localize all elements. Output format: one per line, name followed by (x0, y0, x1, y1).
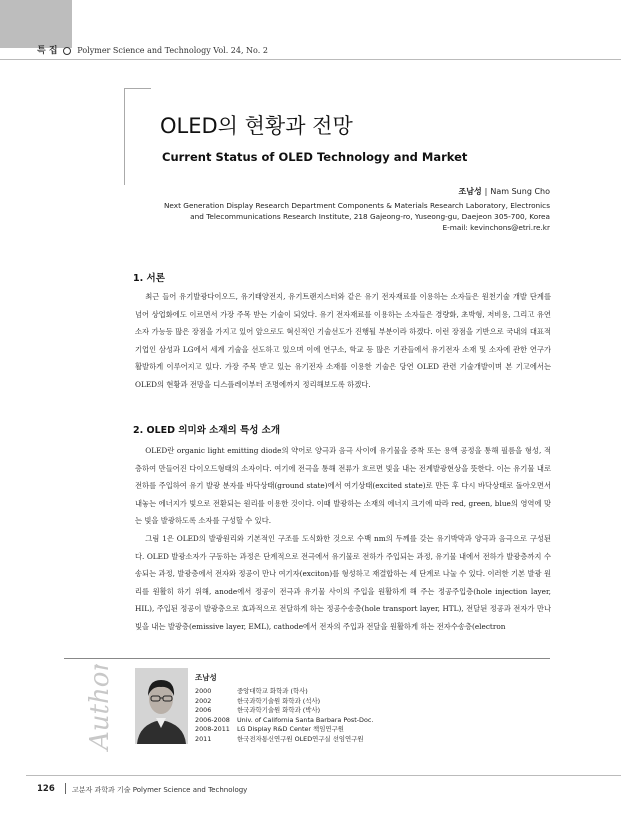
bio-row: 2006-2008 Univ. of California Santa Barbara Post-Doc. (195, 715, 374, 724)
footer-divider (26, 775, 621, 776)
author-email: E-mail: kevinchons@etri.re.kr (442, 223, 550, 232)
author-box-divider (64, 658, 550, 659)
bio-row: 2000 중앙대학교 화학과 (학사) (195, 687, 308, 695)
author-english-name: Nam Sung Cho (490, 187, 550, 196)
bio-row: 2011 한국전자통신연구원 OLED연구실 선임연구원 (195, 734, 364, 743)
paragraph: OLED란 organic light emitting diode의 약어로 양극과 음극 사이에 유기물을 증착 또는 용액 공정을 통해 필름을 형성, 적층하여 만들어진 다이오드형태의 소자이다. 여기에 전극을 통해 전류가 흐르면 빛을 내는 전계발광현상을 뜻한다. 이는 유기물 내로 전하를 주입하여 유기 발광 분자를 바닥상태(ground state)에서 여기상태(excited state)로 만든 후 다시 바닥상태로 돌아오면서 내놓는 에너지가 빛으로 전환되는 원리를 이용한 것이다. 이때 발광하는 소재의 에너지 크기에 따라 red, green, blue의 영역에 맞는 빛을 발광하도록 소자를 구성할 수 있다. (135, 446, 551, 526)
author-label (78, 664, 118, 752)
section-body-oled (135, 442, 551, 636)
bio-row: 2006 한국과학기술원 화학과 (박사) (195, 706, 321, 715)
author-byline (458, 186, 550, 197)
journal-name: Polymer Science and Technology Vol. 24, No. 2 (77, 46, 268, 55)
affiliation-line: Next Generation Display Research Department Components & Materials Research Laboratory, Electronics (163, 201, 550, 210)
footer-separator (65, 783, 66, 794)
corner-tab (0, 0, 72, 48)
author-label-text: Author (85, 664, 115, 750)
title-bracket (124, 88, 151, 185)
byline-separator: | (484, 187, 488, 196)
paragraph: 최근 들어 유기발광다이오드, 유기태양전지, 유기트랜지스터와 같은 유기 전자재료를 이용하는 소자들은 원천기술 개발 단계를 넘어 상업화에도 이르면서 가장 주목 받는 기술이 되었다. 유기 전자재료를 이용하는 소자들은 경량화, 초박형, 저비용, 그리고 유연소자 가능등 많은 장점을 가지고 있어 앞으로도 혁신적인 기술선도가 진행될 부분이라 하겠다. 이런 장점을 기반으로 국내의 대표적 기업인 삼성과 LG에서 세계 기술을 선도하고 있으며 이에 연구소, 학교 등 많은 기관들에서 유기전자 소재 및 소자에 관한 연구가 활발하게 이루어지고 있다. 가장 주목 받고 있는 유기전자 소재를 이용한 기술은 당연 OLED 관련 기술개발이며 본 기고에서는 OLED의 현황과 전망을 디스플레이부터 조명에까지 정리해보도록 하겠다. (135, 292, 551, 389)
affiliation-line: and Telecommunications Research Institute, 218 Gajeong-ro, Yuseong-gu, Daejeon 305-700, Korea (190, 212, 550, 221)
paragraph: 그림 1은 OLED의 발광원리와 기본적인 구조를 도식화한 것으로 수백 nm의 두께를 갖는 유기박막과 양극과 음극으로 구성된다. OLED 발광소자가 구동하는 과정은 단계적으로 전극에서 유기물로 전하가 주입되는 과정, 유기물 내에서 전하가 발광층까지 수송되는 과정, 발광층에서 전자와 정공이 만나 여기자(exciton)를 형성하고 재결합하는 세 단계로 나눌 수 있다. 이러한 기본 발광 원리를 원활히 하기 위해, anode에서 정공이 전극과 유기물 사이의 주입을 원활하게 해 주는 정공주입층(hole injection layer, HIL), 주입된 정공이 발광층으로 효과적으로 전달하게 하는 정공수송층(hole transport layer, HTL), 전달된 정공과 전자가 만나 빛을 내는 발광층(emissive layer, EML), cathode에서 전자의 주입과 전달을 원활하게 하는 전자수송층(electron (135, 533, 551, 631)
circle-bullet-icon (63, 47, 71, 55)
title-english: Current Status of OLED Technology and Market (162, 150, 468, 164)
page-number: 126 (37, 784, 55, 794)
bio-name: 조남성 (195, 673, 217, 682)
title-korean: OLED의 현황과 전망 (160, 114, 353, 138)
bio-row: 2008-2011 LG Display R&D Center 책임연구원 (195, 725, 344, 734)
bio-row: 2002 한국과학기술원 화학과 (석사) (195, 696, 321, 705)
header-divider (0, 59, 621, 60)
running-header (37, 43, 268, 56)
section-label: 특 집 (37, 46, 58, 56)
author-photo (135, 668, 188, 744)
section-heading-oled: 2. OLED 의미와 소재의 특성 소개 (133, 425, 281, 436)
author-korean-name: 조남성 (458, 187, 482, 196)
footer-journal: 고분자 과학과 기술 Polymer Science and Technology (72, 786, 248, 794)
author-affiliation (164, 200, 550, 233)
section-body-intro (135, 288, 551, 394)
bio-list (195, 687, 373, 745)
section-heading-intro: 1. 서론 (133, 273, 165, 284)
